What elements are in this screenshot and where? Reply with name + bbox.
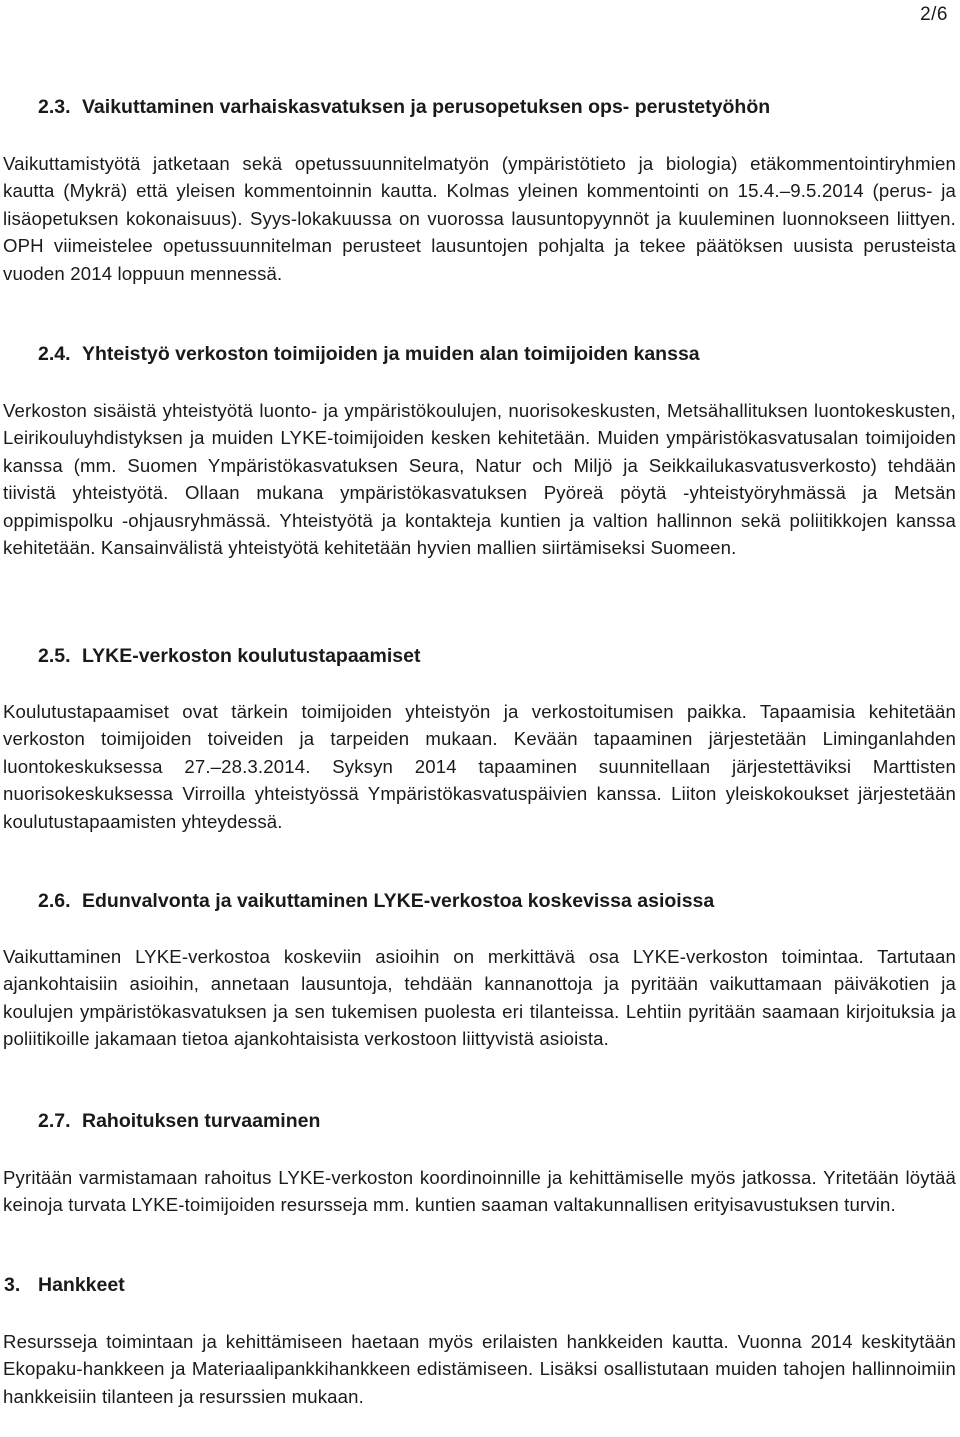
section-heading-2-4 — [38, 343, 700, 366]
section-number: 3. — [4, 1274, 21, 1296]
section-body-3: Resursseja toimintaan ja kehittämiseen haetaan myös erilaisten hankkeiden kautta. Vuonna 2014 keskitytään Ekopaku-hankkeen ja Materiaalipankkihankkeen edistämiseen. Lisäksi osallistutaan muiden tahojen hallinnoimiin hankkeisiin tilanteen ja resurssien mukaan. — [3, 1331, 956, 1407]
section-heading-2-7 — [38, 1110, 320, 1133]
section-heading-2-3 — [38, 96, 770, 119]
section-title: Vaikuttaminen varhaiskasvatuksen ja perusopetuksen ops- perustetyöhön — [82, 96, 771, 118]
section-number: 2.4. — [38, 343, 71, 365]
section-title: Yhteistyö verkoston toimijoiden ja muiden alan toimijoiden kanssa — [82, 343, 700, 365]
section-number: 2.5. — [38, 645, 71, 667]
section-number: 2.6. — [38, 890, 71, 912]
section-body-2-4: Verkoston sisäistä yhteistyötä luonto- ja ympäristökoulujen, nuorisokeskusten, Metsähallituksen luontokeskusten, Leirikouluyhdistyksen ja muiden LYKE-toimijoiden kesken kehitetään. Muiden ympäristökasvatusalan toimijoiden kanssa (mm. Suomen Ympäristökasvatuksen Seura, Natur och Miljö ja Seikkailukasvatusverkosto) tehdään tiivistä yhteistyötä. Ollaan mukana ympäristökasvatuksen Pyöreä pöytä -yhteistyöryhmässä ja Metsän oppimispolku -ohjausryhmässä. Yhteistyötä ja kontakteja kuntien ja valtion hallinnon sekä poliitikkojen kanssa kehitetään. Kansainvälistä yhteistyötä kehitetään hyvien mallien siirtämiseksi Suomeen. — [3, 400, 956, 559]
section-body-2-3: Vaikuttamistyötä jatketaan sekä opetussuunnitelmatyön (ympäristötieto ja biologia) etäkommentointiryhmien kautta (Mykrä) että yleisen kommentoinnin kautta. Kolmas yleinen kommentointi on 15.4.–9.5.2014 (perus- ja lisäopetuksen kokonaisuus). Syys-lokakuussa on vuorossa lausuntopyynnöt ja kuuleminen luonnokseen liittyen. OPH viimeistelee opetussuunnitelman perusteet lausuntojen pohjalta ja tekee päätöksen uusista perusteista vuoden 2014 loppuun mennessä. — [3, 153, 956, 284]
section-number: 2.3. — [38, 96, 71, 118]
page-number: 2/6 — [920, 4, 948, 25]
section-heading-2-5 — [38, 645, 420, 668]
section-heading-3 — [4, 1274, 125, 1297]
section-body-2-6: Vaikuttaminen LYKE-verkostoa koskeviin asioihin on merkittävä osa LYKE-verkoston toimintaa. Tartutaan ajankohtaisiin asioihin, annetaan lausuntoja, tehdään kannanottoja ja pyritään vaikuttamaan päiväkotien ja koulujen ympäristökasvatuksen ja sen tukemisen puolesta eri tilanteissa. Lehtiin pyritään saamaan kirjoituksia ja poliitikoille jakamaan tietoa ajankohtaisista verkostoon liittyvistä asioista. — [3, 946, 956, 1050]
section-body-2-7: Pyritään varmistamaan rahoitus LYKE-verkoston koordinoinnille ja kehittämiselle myös jatkossa. Yritetään löytää keinoja turvata LYKE-toimijoiden resursseja mm. kuntien saaman valtakunnallisen erityisavustuksen turvin. — [3, 1167, 956, 1216]
section-body-2-5: Koulutustapaamiset ovat tärkein toimijoiden yhteistyön ja verkostoitumisen paikka. Tapaamisia kehitetään verkoston toimijoiden toiveiden ja tarpeiden mukaan. Kevään tapaaminen järjestetään Liminganlahden luontokeskuksessa 27.–28.3.2014. Syksyn 2014 tapaaminen suunnitellaan järjestettäviksi Marttisten nuorisokeskuksessa Virroilla yhteistyössä Ympäristökasvatuspäivien kanssa. Liiton yleiskokoukset järjestetään koulutustapaamisten yhteydessä. — [3, 701, 956, 832]
section-title: Rahoituksen turvaaminen — [82, 1110, 321, 1132]
section-title: Hankkeet — [38, 1274, 125, 1296]
section-title: LYKE-verkoston koulutustapaamiset — [82, 645, 421, 667]
section-title: Edunvalvonta ja vaikuttaminen LYKE-verkostoa koskevissa asioissa — [82, 890, 715, 912]
section-number: 2.7. — [38, 1110, 71, 1132]
section-heading-2-6 — [38, 890, 714, 913]
